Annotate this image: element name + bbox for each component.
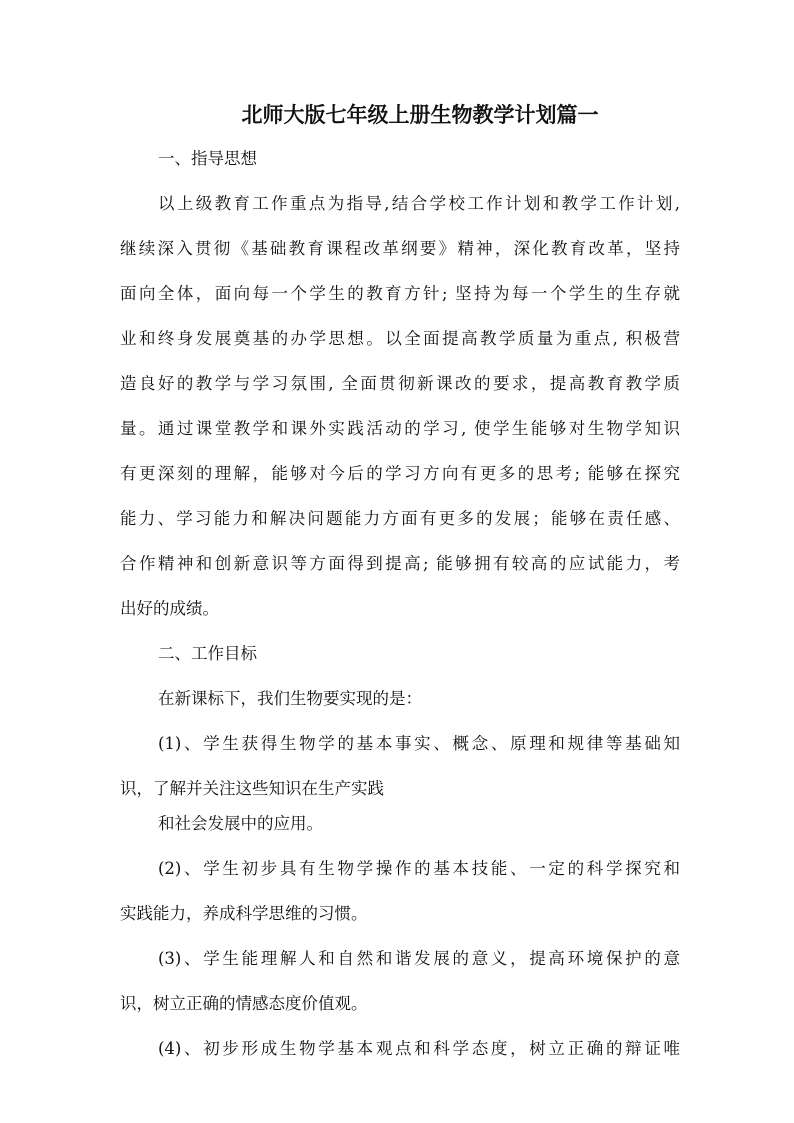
paragraph-line: 造良好的教学与学习氛围, 全面贯彻新课改的要求，提高教育教学质: [120, 374, 680, 393]
paragraph-line: 以上级教育工作重点为指导,结合学校工作计划和教学工作计划,: [158, 194, 680, 213]
paragraph-line: 能力、学习能力和解决问题能力方面有更多的发展；能够在责任感、: [120, 509, 680, 528]
goal-3-line: 识，树立正确的情感态度价值观。: [120, 994, 368, 1013]
paragraph-line: 合作精神和创新意识等方面得到提高; 能够拥有较高的应试能力，考: [120, 554, 680, 573]
paragraph-line: 有更深刻的理解，能够对今后的学习方向有更多的思考; 能够在探究: [120, 464, 680, 483]
goal-1-line: 识，了解并关注这些知识在生产实践: [120, 779, 384, 798]
goal-1-line: (1)、学生获得生物学的基本事实、概念、原理和规律等基础知: [158, 734, 680, 753]
paragraph-line: 量。通过课堂教学和课外实践活动的学习, 使学生能够对生物学知识: [120, 419, 680, 438]
goal-3-line: (3)、学生能理解人和自然和谐发展的意义，提高环境保护的意: [158, 949, 680, 968]
section-heading-guiding-thought: 一、指导思想: [158, 149, 257, 168]
paragraph-line: 业和终身发展奠基的办学思想。以全面提高教学质量为重点, 积极营: [120, 329, 680, 348]
paragraph-line: 继续深入贯彻《基础教育课程改革纲要》精神，深化教育改革，坚持: [120, 239, 680, 258]
goal-2-line: (2)、学生初步具有生物学操作的基本技能、一定的科学探究和: [158, 859, 680, 878]
section-heading-work-goals: 二、工作目标: [158, 644, 257, 663]
goal-1-line: 和社会发展中的应用。: [158, 814, 323, 833]
document-title: 北师大版七年级上册生物教学计划篇一: [241, 102, 599, 127]
intro-line: 在新课标下，我们生物要实现的是：: [158, 689, 422, 708]
paragraph-line: 出好的成绩。: [120, 599, 219, 618]
goal-2-line: 实践能力，养成科学思维的习惯。: [120, 904, 368, 923]
paragraph-line: 面向全体，面向每一个学生的教育方针; 坚持为每一个学生的生存就: [120, 284, 680, 303]
goal-4-line: (4)、初步形成生物学基本观点和科学态度，树立正确的辩证唯: [158, 1039, 680, 1058]
